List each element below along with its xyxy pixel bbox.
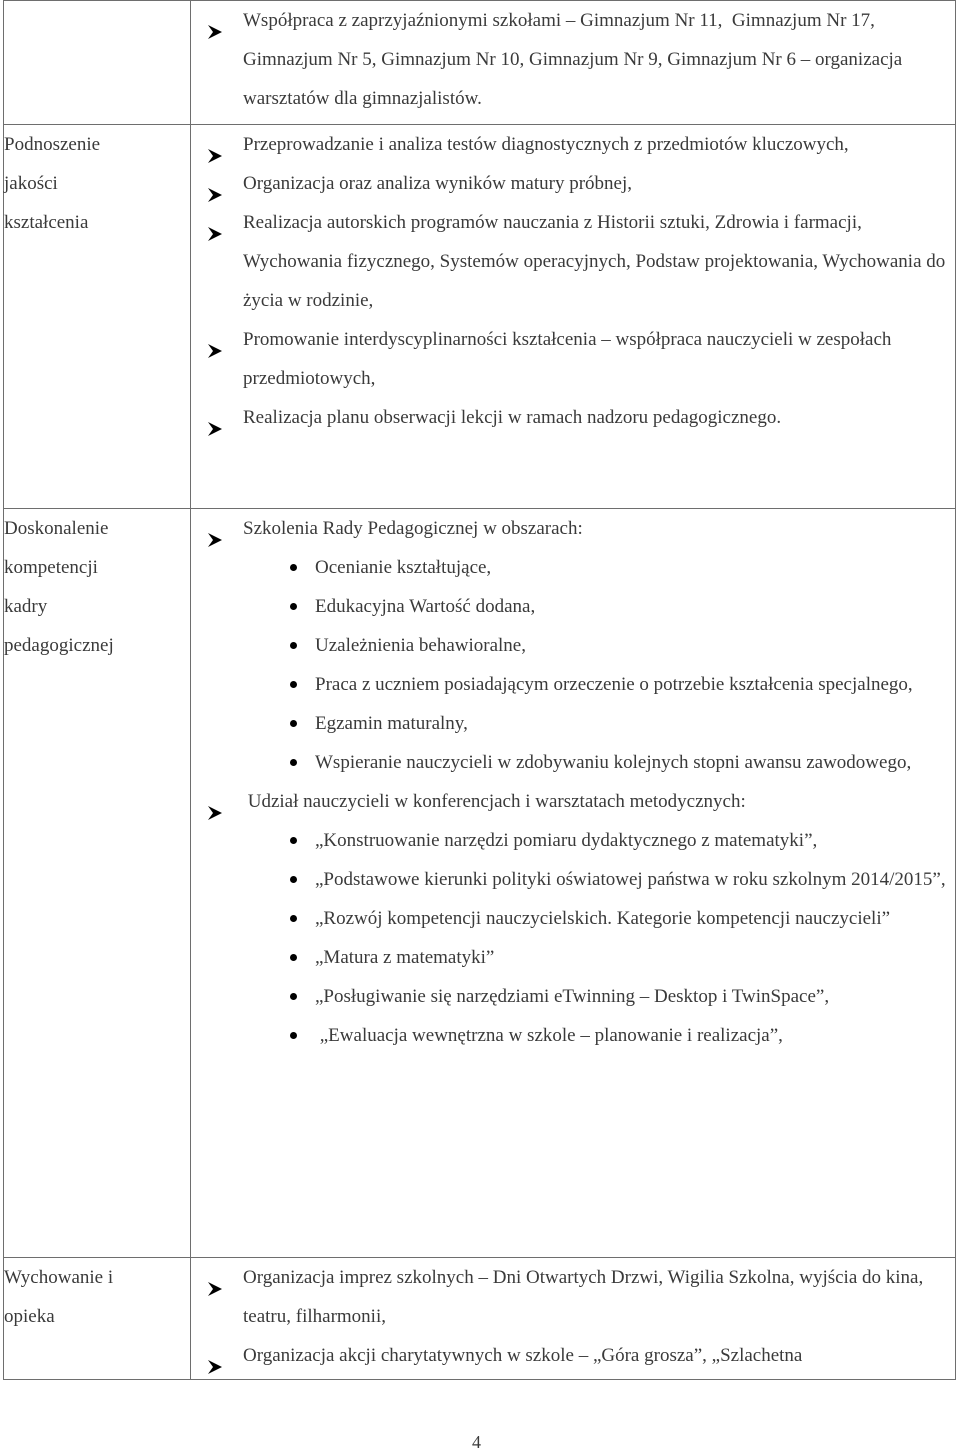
activity-list xyxy=(191,1,955,118)
area-label-line: opieka xyxy=(4,1306,55,1327)
sub-activity-text: Praca z uczniem posiadającym orzeczenie o potrzebie kształcenia specjalnego, xyxy=(315,674,913,695)
activity-item xyxy=(191,320,955,398)
page-number: 4 xyxy=(472,1432,481,1452)
sub-activity-text: Uzależnienia behawioralne, xyxy=(315,635,526,656)
bullet-icon xyxy=(290,642,297,649)
sub-activity-item xyxy=(191,860,955,899)
activity-item xyxy=(191,1336,955,1375)
activity-item xyxy=(191,782,955,1055)
activity-text: Organizacja oraz analiza wyników matury próbnej, xyxy=(243,173,632,194)
area-label xyxy=(4,125,190,242)
area-label-line: pedagogicznej xyxy=(4,635,114,656)
sub-activity-text: „Rozwój kompetencji nauczycielskich. Kategorie kompetencji nauczycieli” xyxy=(315,908,891,929)
arrowhead-icon xyxy=(208,177,222,191)
area-cell xyxy=(4,1258,191,1380)
sub-activity-item xyxy=(191,626,955,665)
sub-activity-text: „Ewaluacja wewnętrzna w szkole – planowanie i realizacja”, xyxy=(315,1025,783,1046)
activity-list xyxy=(191,1258,955,1375)
area-label-line: kadry xyxy=(4,596,48,617)
bullet-icon xyxy=(290,1032,297,1039)
sub-activity-item xyxy=(191,899,955,938)
activity-item xyxy=(191,125,955,164)
sub-activity-text: Wspieranie nauczycieli w zdobywaniu kolejnych stopni awansu zawodowego, xyxy=(315,752,912,773)
table-row xyxy=(4,509,956,1258)
table-row xyxy=(4,1,956,125)
sub-activity-text: Ocenianie kształtujące, xyxy=(315,557,492,578)
activity-item xyxy=(191,1,955,118)
activity-item xyxy=(191,1258,955,1336)
sub-activity-text: „Konstruowanie narzędzi pomiaru dydaktycznego z matematyki”, xyxy=(315,830,818,851)
area-label-line: Podnoszenie xyxy=(4,134,101,155)
sub-activity-item xyxy=(191,1016,955,1055)
area-label-line: kształcenia xyxy=(4,212,89,233)
activities-cell xyxy=(191,1258,956,1380)
area-cell xyxy=(4,1,191,125)
activity-text: Realizacja planu obserwacji lekcji w ramach nadzoru pedagogicznego. xyxy=(243,407,782,428)
sub-activity-list xyxy=(191,821,955,1055)
activities-cell xyxy=(191,509,956,1258)
activity-text: Szkolenia Rady Pedagogicznej w obszarach: xyxy=(243,518,583,539)
table-row xyxy=(4,125,956,509)
activities-cell xyxy=(191,125,956,509)
area-cell xyxy=(4,125,191,509)
activities-cell xyxy=(191,1,956,125)
area-label xyxy=(4,509,190,665)
area-label xyxy=(4,1258,190,1336)
activities-table xyxy=(3,0,956,1380)
arrowhead-icon xyxy=(208,138,222,152)
arrowhead-icon xyxy=(208,411,222,425)
sub-activity-text: Egzamin maturalny, xyxy=(315,713,468,734)
bullet-icon xyxy=(290,603,297,610)
bullet-icon xyxy=(290,876,297,883)
bullet-icon xyxy=(290,954,297,961)
activity-text: Realizacja autorskich programów nauczania z Historii sztuki, Zdrowia i farmacji, Wychowania fizycznego, Systemów operacyjnych, Podstaw projektowania, Wychowania do życia w rodzinie, xyxy=(243,212,951,311)
activity-text: Organizacja imprez szkolnych – Dni Otwartych Drzwi, Wigilia Szkolna, wyjścia do kina, teatru, filharmonii, xyxy=(243,1267,928,1327)
arrowhead-icon xyxy=(208,216,222,230)
arrowhead-icon xyxy=(208,795,222,809)
activity-list xyxy=(191,509,955,1055)
activity-item xyxy=(191,203,955,320)
area-cell xyxy=(4,509,191,1258)
sub-activity-item xyxy=(191,548,955,587)
area-label-line: Doskonalenie xyxy=(4,518,109,539)
sub-activity-text: „Matura z matematyki” xyxy=(315,947,495,968)
sub-activity-text: „Podstawowe kierunki polityki oświatowej państwa w roku szkolnym 2014/2015”, xyxy=(315,869,946,890)
sub-activity-item xyxy=(191,977,955,1016)
activity-item xyxy=(191,164,955,203)
activity-item xyxy=(191,398,955,437)
sub-activity-text: Edukacyjna Wartość dodana, xyxy=(315,596,536,617)
bullet-icon xyxy=(290,681,297,688)
sub-activity-item xyxy=(191,938,955,977)
arrowhead-icon xyxy=(208,14,222,28)
activity-text: Współpraca z zaprzyjaźnionymi szkołami – Gimnazjum Nr 11, Gimnazjum Nr 17, Gimnazjum Nr 5, Gimnazjum Nr 10, Gimnazjum Nr 9, Gimnazjum Nr 6 – organizacja warsztatów dla gimnazjalistów. xyxy=(243,10,907,109)
sub-activity-item xyxy=(191,587,955,626)
sub-activity-text: „Posługiwanie się narzędziami eTwinning – Desktop i TwinSpace”, xyxy=(315,986,830,1007)
arrowhead-icon xyxy=(208,1271,222,1285)
bullet-icon xyxy=(290,564,297,571)
bullet-icon xyxy=(290,993,297,1000)
bullet-icon xyxy=(290,720,297,727)
arrowhead-icon xyxy=(208,333,222,347)
bullet-icon xyxy=(290,915,297,922)
activity-text: Promowanie interdyscyplinarności kształcenia – współpraca nauczycieli w zespołach przedmiotowych, xyxy=(243,329,897,389)
arrowhead-icon xyxy=(208,522,222,536)
table-row xyxy=(4,1258,956,1380)
sub-activity-item xyxy=(191,704,955,743)
bullet-icon xyxy=(290,759,297,766)
sub-activity-list xyxy=(191,548,955,782)
area-label-line: Wychowanie i xyxy=(4,1267,114,1288)
activity-item xyxy=(191,509,955,782)
sub-activity-item xyxy=(191,665,955,704)
sub-activity-item xyxy=(191,821,955,860)
sub-activity-item xyxy=(191,743,955,782)
activity-list xyxy=(191,125,955,437)
activity-text: Udział nauczycieli w konferencjach i warsztatach metodycznych: xyxy=(243,791,746,812)
area-label-line: jakości xyxy=(4,173,58,194)
bullet-icon xyxy=(290,837,297,844)
activity-text: Przeprowadzanie i analiza testów diagnostycznych z przedmiotów kluczowych, xyxy=(243,134,849,155)
activity-text: Organizacja akcji charytatywnych w szkole – „Góra grosza”, „Szlachetna xyxy=(243,1345,803,1366)
arrowhead-icon xyxy=(208,1349,222,1363)
area-label-line: kompetencji xyxy=(4,557,98,578)
